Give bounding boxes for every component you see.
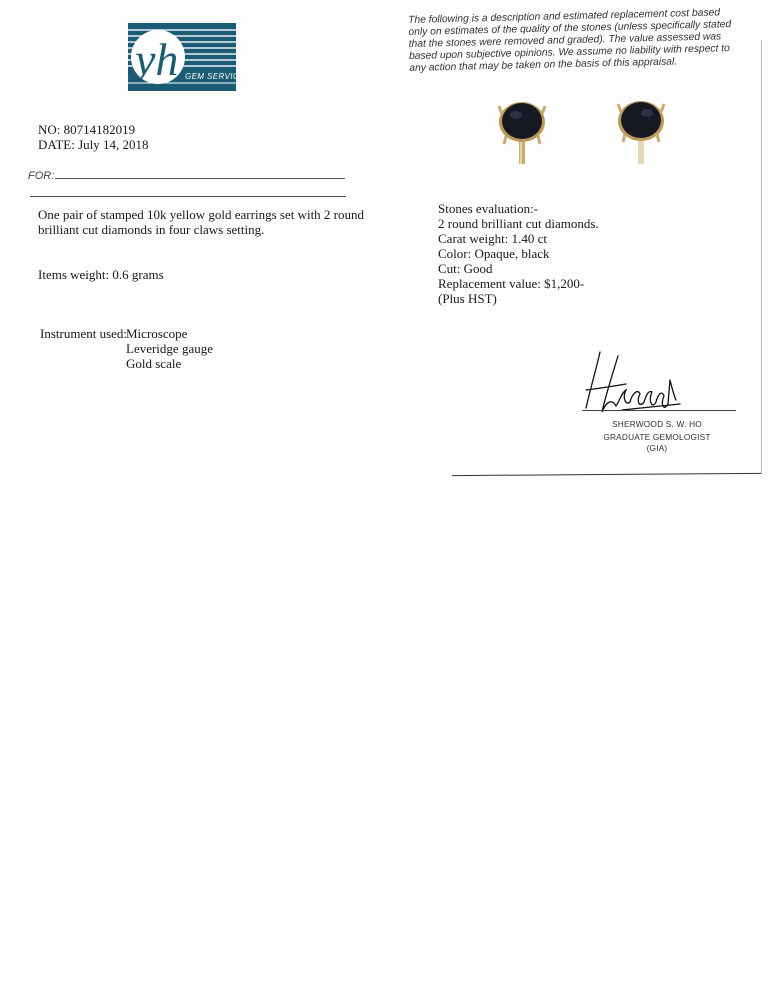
earring-photo-left xyxy=(496,98,548,173)
company-logo xyxy=(128,23,251,91)
appraiser-credential: (GIA) xyxy=(646,443,668,453)
logo-subtitle: GEM SERVICES xyxy=(185,72,251,81)
for-label: FOR: xyxy=(28,170,55,182)
earring-photo-right xyxy=(615,98,667,173)
record-date: DATE: July 14, 2018 xyxy=(38,137,149,152)
document-edge xyxy=(452,473,762,476)
evaluation-line: Carat weight: 1.40 ct xyxy=(438,231,548,246)
record-number: NO: 80714182019 xyxy=(38,122,136,137)
signature-line xyxy=(582,410,736,411)
item-description-line-1: One pair of stamped 10k yellow gold earrings set with 2 round xyxy=(38,207,365,222)
logo-letters: yh xyxy=(135,34,179,85)
instrument-item: Leveridge gauge xyxy=(126,341,213,356)
evaluation-line: Replacement value: $1,200- xyxy=(438,276,585,291)
appraiser-title: GRADUATE GEMOLOGIST xyxy=(603,432,711,442)
document-side-edge xyxy=(761,40,762,474)
appraiser-name: SHERWOOD S. W. HO xyxy=(612,419,702,429)
evaluation-line: (Plus HST) xyxy=(438,291,497,306)
instrument-label: Instrument used: xyxy=(40,326,128,341)
for-line-2 xyxy=(30,196,346,197)
evaluation-line: Color: Opaque, black xyxy=(438,246,550,261)
item-description-line-2: brilliant cut diamonds in four claws setting. xyxy=(38,222,265,237)
appraisal-disclaimer: The following is a description and estimated replacement cost based only on estimates of the quality of the stones (unless specifically stated that the stones were removed and graded). The value assessed was based upon subjective opinions. We assume no liability with respect to any action that may be taken on the basis of this appraisal. xyxy=(408,7,732,74)
logo-mark xyxy=(128,23,251,91)
item-weight: Items weight: 0.6 grams xyxy=(38,267,164,282)
instrument-item: Gold scale xyxy=(126,356,182,371)
evaluation-line: 2 round brilliant cut diamonds. xyxy=(438,216,599,231)
instrument-item: Microscope xyxy=(126,326,188,341)
evaluation-heading: Stones evaluation:- xyxy=(438,201,539,216)
appraiser-signature xyxy=(582,350,711,453)
for-line xyxy=(55,178,345,179)
evaluation-line: Cut: Good xyxy=(438,261,493,276)
